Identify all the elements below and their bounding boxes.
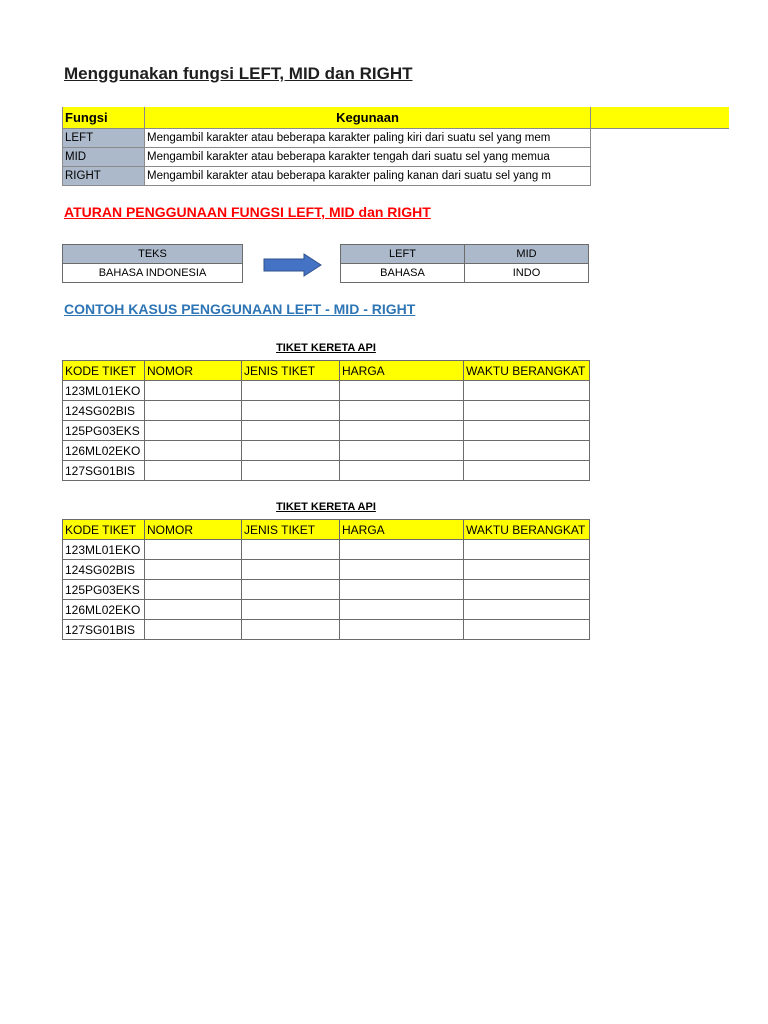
left-header-cell[interactable]: LEFT	[341, 245, 465, 264]
table-row	[63, 560, 590, 580]
tiket-table	[62, 519, 590, 640]
nomor-header[interactable]: NOMOR	[145, 361, 242, 381]
table-row	[63, 540, 590, 560]
mid-header-cell[interactable]: MID	[465, 245, 589, 264]
teks-table	[62, 244, 243, 283]
kode-tiket-header[interactable]: KODE TIKET	[63, 520, 145, 540]
tiket-header-row	[63, 361, 590, 381]
left-value-cell[interactable]: BAHASA	[341, 264, 465, 283]
kode-tiket-cell[interactable]: 127SG01BIS	[63, 620, 145, 640]
waktu-berangkat-cell[interactable]	[464, 620, 590, 640]
table-row	[63, 421, 590, 441]
page-title: Menggunakan fungsi LEFT, MID dan RIGHT	[64, 64, 413, 83]
table-row	[63, 600, 590, 620]
harga-cell[interactable]	[340, 401, 464, 421]
harga-cell[interactable]	[340, 421, 464, 441]
nomor-header[interactable]: NOMOR	[145, 520, 242, 540]
header-fill-cell[interactable]	[591, 107, 729, 128]
nomor-cell[interactable]	[145, 421, 242, 441]
kode-tiket-cell[interactable]: 125PG03EKS	[63, 580, 145, 600]
kode-tiket-cell[interactable]: 126ML02EKO	[63, 600, 145, 620]
fungsi-row	[63, 166, 729, 185]
jenis-tiket-header[interactable]: JENIS TIKET	[242, 361, 340, 381]
kode-tiket-cell[interactable]: 124SG02BIS	[63, 401, 145, 421]
tiket-table	[62, 360, 590, 481]
fungsi-desc-cell[interactable]: Mengambil karakter atau beberapa karakter paling kiri dari suatu sel yang mem	[145, 128, 591, 147]
arrow-right-icon	[263, 253, 322, 277]
fungsi-header-cell[interactable]: Fungsi	[63, 107, 145, 128]
jenis-tiket-cell[interactable]	[242, 441, 340, 461]
harga-header[interactable]: HARGA	[340, 361, 464, 381]
jenis-tiket-header[interactable]: JENIS TIKET	[242, 520, 340, 540]
harga-cell[interactable]	[340, 441, 464, 461]
empty-cell[interactable]	[591, 166, 729, 185]
teks-header-row	[63, 245, 243, 264]
empty-cell[interactable]	[591, 128, 729, 147]
kode-tiket-cell[interactable]: 123ML01EKO	[63, 540, 145, 560]
teks-value-row	[63, 264, 243, 283]
fungsi-row	[63, 128, 729, 147]
nomor-cell[interactable]	[145, 580, 242, 600]
waktu-berangkat-cell[interactable]	[464, 421, 590, 441]
nomor-cell[interactable]	[145, 620, 242, 640]
jenis-tiket-cell[interactable]	[242, 381, 340, 401]
table-row	[63, 401, 590, 421]
left-mid-table	[340, 244, 589, 283]
nomor-cell[interactable]	[145, 600, 242, 620]
empty-cell[interactable]	[591, 147, 729, 166]
fungsi-row	[63, 147, 729, 166]
waktu-berangkat-cell[interactable]	[464, 560, 590, 580]
fungsi-table-header	[63, 107, 729, 128]
jenis-tiket-cell[interactable]	[242, 620, 340, 640]
fungsi-desc-cell[interactable]: Mengambil karakter atau beberapa karakter paling kanan dari suatu sel yang m	[145, 166, 591, 185]
jenis-tiket-cell[interactable]	[242, 401, 340, 421]
harga-cell[interactable]	[340, 540, 464, 560]
waktu-berangkat-cell[interactable]	[464, 600, 590, 620]
kode-tiket-cell[interactable]: 125PG03EKS	[63, 421, 145, 441]
jenis-tiket-cell[interactable]	[242, 421, 340, 441]
jenis-tiket-cell[interactable]	[242, 540, 340, 560]
nomor-cell[interactable]	[145, 540, 242, 560]
left-mid-value-row	[341, 264, 589, 283]
fungsi-name-cell[interactable]: LEFT	[63, 128, 145, 147]
waktu-berangkat-cell[interactable]	[464, 461, 590, 481]
table-row	[63, 620, 590, 640]
table-row	[63, 580, 590, 600]
tiket-header-row	[63, 520, 590, 540]
jenis-tiket-cell[interactable]	[242, 560, 340, 580]
harga-cell[interactable]	[340, 381, 464, 401]
kode-tiket-cell[interactable]: 127SG01BIS	[63, 461, 145, 481]
waktu-berangkat-cell[interactable]	[464, 441, 590, 461]
fungsi-name-cell[interactable]: RIGHT	[63, 166, 145, 185]
kode-tiket-cell[interactable]: 126ML02EKO	[63, 441, 145, 461]
fungsi-desc-cell[interactable]: Mengambil karakter atau beberapa karakter tengah dari suatu sel yang memua	[145, 147, 591, 166]
nomor-cell[interactable]	[145, 381, 242, 401]
rules-title: ATURAN PENGGUNAAN FUNGSI LEFT, MID dan RIGHT	[64, 204, 431, 220]
kode-tiket-cell[interactable]: 123ML01EKO	[63, 381, 145, 401]
jenis-tiket-cell[interactable]	[242, 600, 340, 620]
harga-cell[interactable]	[340, 620, 464, 640]
harga-cell[interactable]	[340, 461, 464, 481]
waktu-berangkat-header[interactable]: WAKTU BERANGKAT	[464, 520, 590, 540]
tiket-caption: TIKET KERETA API	[276, 501, 376, 513]
teks-header-cell[interactable]: TEKS	[63, 245, 243, 264]
teks-value-cell[interactable]: BAHASA INDONESIA	[63, 264, 243, 283]
table-row	[63, 441, 590, 461]
nomor-cell[interactable]	[145, 441, 242, 461]
nomor-cell[interactable]	[145, 461, 242, 481]
mid-value-cell[interactable]: INDO	[465, 264, 589, 283]
tiket-caption: TIKET KERETA API	[276, 342, 376, 354]
waktu-berangkat-header[interactable]: WAKTU BERANGKAT	[464, 361, 590, 381]
waktu-berangkat-cell[interactable]	[464, 580, 590, 600]
waktu-berangkat-cell[interactable]	[464, 540, 590, 560]
waktu-berangkat-cell[interactable]	[464, 401, 590, 421]
harga-cell[interactable]	[340, 580, 464, 600]
kode-tiket-cell[interactable]: 124SG02BIS	[63, 560, 145, 580]
left-mid-header-row	[341, 245, 589, 264]
waktu-berangkat-cell[interactable]	[464, 381, 590, 401]
harga-cell[interactable]	[340, 600, 464, 620]
jenis-tiket-cell[interactable]	[242, 580, 340, 600]
case-title: CONTOH KASUS PENGGUNAAN LEFT - MID - RIGHT	[64, 301, 416, 317]
kode-tiket-header[interactable]: KODE TIKET	[63, 361, 145, 381]
harga-header[interactable]: HARGA	[340, 520, 464, 540]
fungsi-table	[62, 107, 729, 186]
kegunaan-header-cell[interactable]: Kegunaan	[145, 107, 591, 128]
nomor-cell[interactable]	[145, 401, 242, 421]
jenis-tiket-cell[interactable]	[242, 461, 340, 481]
harga-cell[interactable]	[340, 560, 464, 580]
table-row	[63, 461, 590, 481]
nomor-cell[interactable]	[145, 560, 242, 580]
table-row	[63, 381, 590, 401]
fungsi-name-cell[interactable]: MID	[63, 147, 145, 166]
